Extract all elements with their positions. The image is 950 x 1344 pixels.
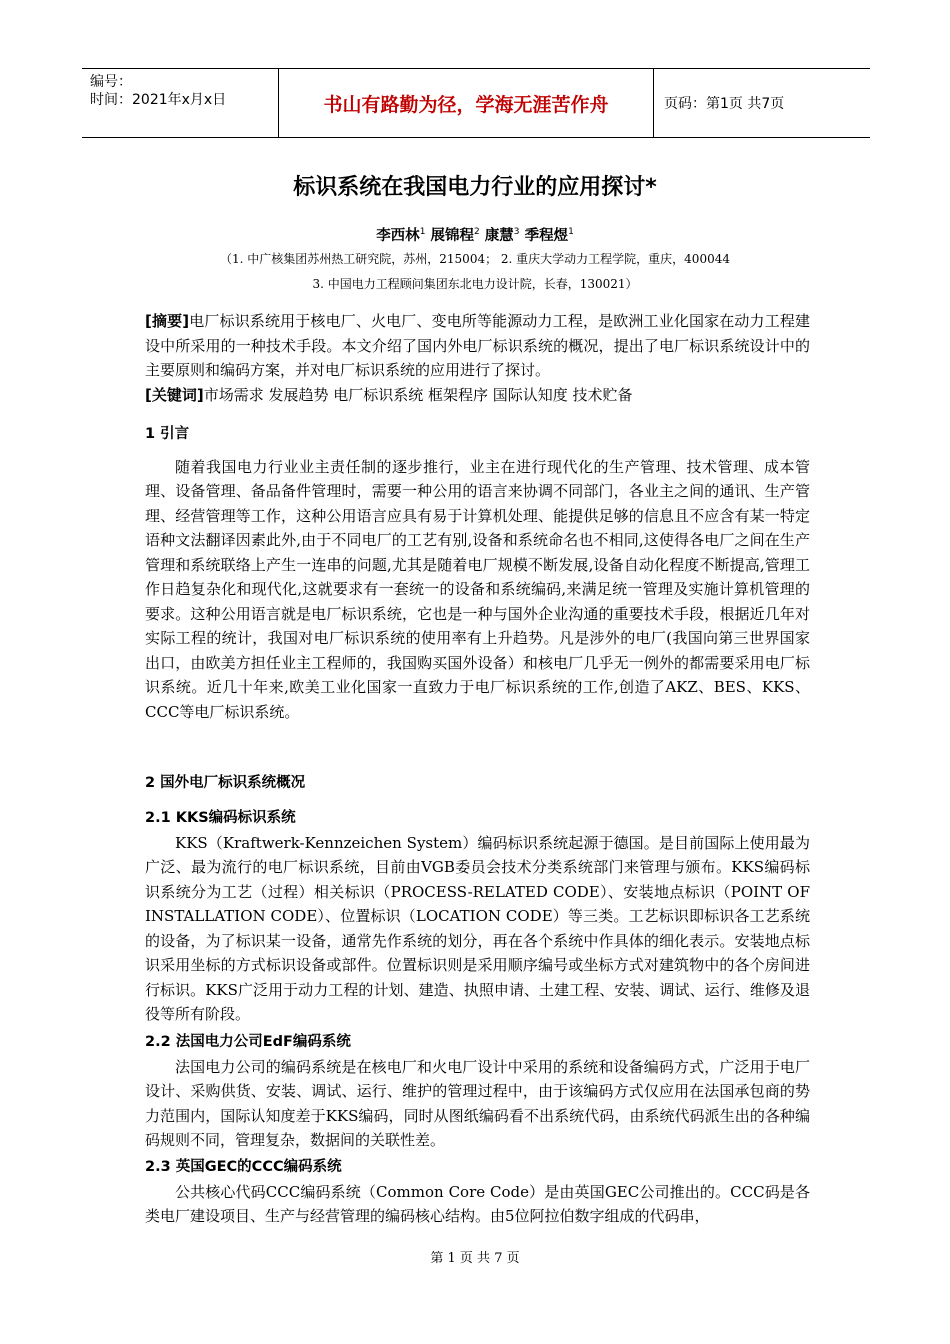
author-name: 季程煜: [524, 228, 569, 244]
section-1: [145, 422, 810, 724]
subsection-heading: 2.1 KKS编码标识系统: [145, 810, 296, 826]
author-list: [0, 224, 950, 245]
section-paragraph: 随着我国电力行业业主责任制的逐步推行，业主在进行现代化的生产管理、技术管理、成本管理、设备管理、备品备件管理时，需要一种公用的语言来协调不同部门，各业主之间的通讯、生产管理、经营管理等工作，这种公用语言应具有易于计算机处理、能提供足够的信息且不应含有某一特定语种文法翻译因素此外,由于不同电厂的工艺有别,设备和系统命名也不相同,这使得各电厂之间在生产管理和系统联络上产生一连串的问题,尤其是随着电厂规模不断发展,设备自动化程度不断提高,管理工作日趋复杂化和现代化,这就要求有一套统一的设备和系统编码,来满足统一管理及实施计算机管理的要求。这种公用语言就是电厂标识系统，它也是一种与国外企业沟通的重要技术手段，根据近几年对实际工程的统计，我国对电厂标识系统的使用率有上升趋势。凡是涉外的电厂(我国向第三世界国家出口，由欧美方担任业主工程师的，我国购买国外设备）和核电厂几乎无一例外的都需要采用电厂标识系统。近几十年来,欧美工业化国家一直致力于电厂标识系统的工作,创造了AKZ、BES、KKS、CCC等电厂标识系统。: [145, 457, 810, 721]
author-name: 康慧: [484, 228, 514, 244]
keywords: [145, 383, 810, 408]
section-2-2: [145, 1030, 810, 1153]
section-2: [145, 771, 810, 796]
section-2-1: [145, 806, 810, 1027]
abstract-text: 电厂标识系统用于核电厂、火电厂、变电所等能源动力工程，是欧洲工业化国家在动力工程建设中所采用的一种技术手段。本文介绍了国内外电厂标识系统的概况，提出了电厂标识系统设计中的主要原则和编码方案，并对电厂标识系统的应用进行了探讨。: [145, 312, 810, 379]
paper-title: 标识系统在我国电力行业的应用探讨*: [293, 175, 657, 200]
keywords-label: [关键词]: [145, 385, 204, 404]
section-paragraph: 法国电力公司的编码系统是在核电厂和火电厂设计中采用的系统和设备编码方式，广泛用于电厂设计、采购供货、安装、调试、运行、维护的管理过程中，由于该编码方式仅应用在法国承包商的势力范围内，国际认知度差于KKS编码，同时从图纸编码看不出系统代码，由系统代码派生出的各种编码规则不同，管理复杂，数据间的关联性差。: [145, 1057, 810, 1149]
header-table: [82, 68, 870, 138]
page-footer: 第 1 页 共 7 页: [430, 1251, 520, 1266]
number-label: 编号：: [90, 74, 132, 90]
author-sup: 1: [568, 227, 574, 238]
abstract-label: [摘要]: [145, 312, 190, 330]
author-sup: 1: [419, 227, 426, 238]
subsection-heading: 2.2 法国电力公司EdF编码系统: [145, 1034, 351, 1050]
author-name: 李西林: [376, 228, 420, 244]
header-motto: 书山有路勤为径，学海无涯苦作舟: [279, 69, 654, 137]
section-heading: 1 引言: [145, 426, 190, 442]
keywords-text: 市场需求 发展趋势 电厂标识系统 框架程序 国际认知度 技术贮备: [203, 385, 633, 404]
section-paragraph: KKS（Kraftwerk-Kennzeichen System）编码标识系统起源于德国。是目前国际上使用最为广泛、最为流行的电厂标识系统，目前由VGB委员会技术分类系统部门来管理与颁布。KKS编码标识系统分为工艺（过程）相关标识（PROCESS-RELATED CODE）、安装地点标识（POINT OF INSTALLATION CODE）、位置标识（LOCATION CODE）等三类。工艺标识即标识各工艺系统的设备，为了标识某一设备，通常先作系统的划分，再在各个系统中作具体的细化表示。安装地点标识采用坐标的方式标识设备或部件。位置标识则是采用顺序编号或坐标方式对建筑物中的各个房间进行标识。KKS广泛用于动力工程的计划、建造、执照申请、土建工程、安装、调试、运行、维修及退役等所有阶段。: [145, 833, 810, 1023]
abstract: [145, 309, 810, 383]
author-sup: 2: [473, 227, 480, 238]
section-2-3: [145, 1155, 810, 1229]
abstract-block: [145, 309, 810, 407]
section-paragraph: 公共核心代码CCC编码系统（Common Core Code）是由英国GEC公司推出的。CCC码是各类电厂建设项目、生产与经营管理的编码核心结构。由5位阿拉伯数字组成的代码串，: [145, 1182, 810, 1225]
header-meta-cell: [82, 69, 279, 137]
header-page-info: 页码：第1页 共7页: [664, 96, 785, 112]
date-line: 时间：2021年x月x日: [90, 92, 227, 108]
author-sup: 3: [513, 227, 520, 238]
author-name: 展锦程: [430, 228, 474, 244]
affiliation-line-2: 3. 中国电力工程顾问集团东北电力设计院，长春，130021）: [312, 277, 638, 291]
section-heading: 2 国外电厂标识系统概况: [145, 775, 306, 791]
subsection-heading: 2.3 英国GEC的CCC编码系统: [145, 1159, 342, 1175]
affiliation-line-1: （1. 中广核集团苏州热工研究院，苏州，215004； 2. 重庆大学动力工程学院，重庆，400044: [220, 252, 730, 266]
